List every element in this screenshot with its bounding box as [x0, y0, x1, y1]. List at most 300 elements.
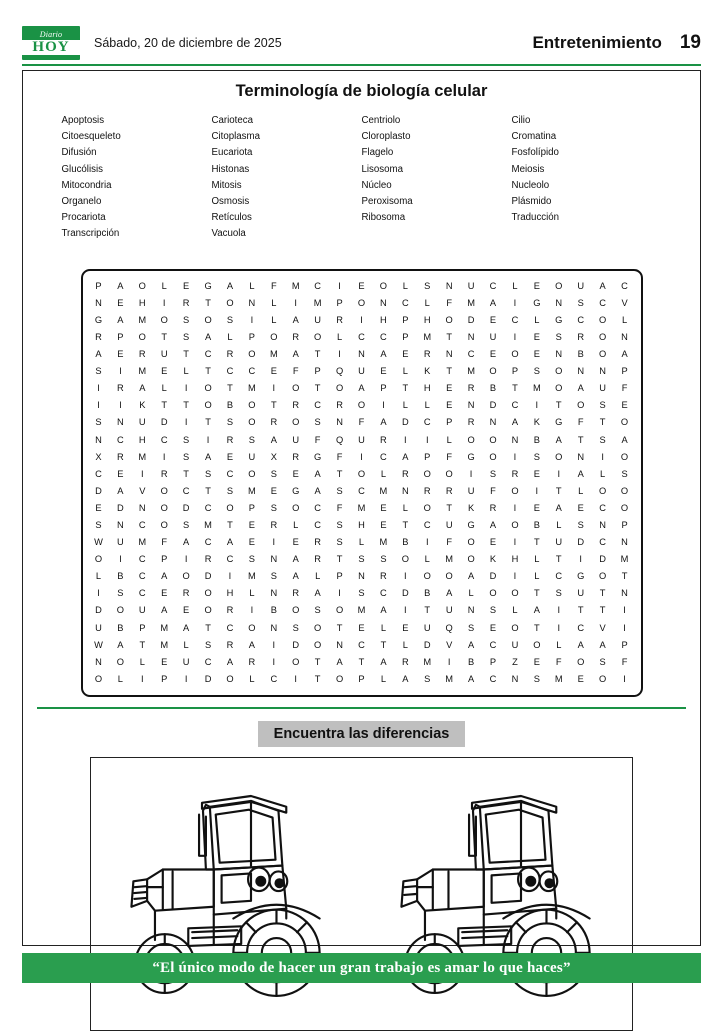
- grid-letter: E: [270, 366, 277, 377]
- grid-letter: S: [336, 537, 343, 548]
- grid-letter: O: [248, 417, 256, 428]
- grid-letter: S: [183, 314, 190, 325]
- grid-letter: O: [555, 383, 563, 394]
- grid-letter: U: [577, 588, 585, 599]
- grid-letter: A: [467, 639, 475, 650]
- grid-letter: O: [599, 485, 607, 496]
- grid-letter: M: [138, 366, 147, 377]
- grid-letter: H: [380, 314, 387, 325]
- grid-letter: T: [270, 400, 277, 411]
- grid-letter: P: [336, 571, 343, 582]
- grid-letter: E: [533, 280, 540, 291]
- grid-letter: D: [117, 502, 124, 513]
- grid-letter: I: [513, 502, 517, 513]
- grid-letter: S: [489, 468, 497, 479]
- grid-letter: O: [489, 434, 497, 445]
- grid-letter: F: [446, 297, 453, 308]
- grid-letter: O: [292, 417, 300, 428]
- grid-letter: O: [292, 383, 300, 394]
- grid-letter: M: [138, 537, 147, 548]
- grid-letter: V: [621, 297, 628, 308]
- grid-letter: P: [489, 656, 497, 667]
- grid-letter: O: [620, 451, 629, 462]
- grid-letter: O: [445, 468, 453, 479]
- wordsearch-word: Eucariota: [211, 147, 253, 159]
- grid-letter: C: [270, 673, 278, 684]
- grid-letter: E: [533, 468, 540, 479]
- wordsearch-word: Ribosoma: [361, 212, 406, 224]
- grid-letter: E: [533, 656, 540, 667]
- grid-letter: R: [380, 434, 387, 445]
- wordsearch-word: Procariota: [61, 212, 106, 224]
- grid-letter: A: [292, 571, 299, 582]
- grid-letter: O: [248, 622, 256, 633]
- grid-letter: E: [183, 280, 190, 291]
- grid-letter: S: [117, 588, 124, 599]
- grid-letter: T: [621, 571, 628, 582]
- grid-letter: D: [577, 537, 585, 548]
- grid-letter: C: [226, 622, 234, 633]
- grid-letter: T: [577, 605, 584, 616]
- grid-letter: I: [557, 468, 561, 479]
- grid-letter: T: [183, 400, 189, 411]
- grid-letter: S: [533, 451, 540, 462]
- wordsearch-word: Carioteca: [211, 115, 253, 126]
- grid-letter: P: [621, 366, 628, 377]
- grid-letter: T: [183, 349, 189, 360]
- grid-letter: L: [183, 366, 189, 377]
- grid-letter: D: [204, 673, 212, 684]
- grid-letter: H: [511, 554, 519, 565]
- grid-letter: N: [445, 280, 453, 291]
- grid-letter: C: [577, 314, 585, 325]
- grid-letter: T: [402, 383, 409, 394]
- grid-letter: F: [336, 502, 343, 513]
- grid-letter: S: [95, 520, 102, 530]
- grid-letter: T: [555, 400, 562, 411]
- grid-letter: R: [423, 349, 431, 360]
- grid-letter: M: [379, 485, 388, 496]
- grid-letter: S: [183, 331, 190, 342]
- grid-letter: N: [336, 417, 343, 428]
- grid-letter: U: [248, 451, 256, 462]
- grid-letter: A: [270, 434, 277, 445]
- grid-letter: I: [404, 605, 407, 616]
- grid-letter: L: [512, 280, 518, 291]
- grid-letter: L: [249, 588, 255, 599]
- grid-letter: F: [490, 485, 496, 496]
- grid-letter: Q: [335, 434, 344, 445]
- wordsearch-word: Apoptosis: [61, 115, 105, 126]
- grid-letter: C: [204, 502, 212, 513]
- grid-letter: F: [314, 434, 321, 445]
- grid-letter: S: [621, 468, 628, 479]
- grid-letter: P: [424, 451, 431, 462]
- grid-letter: G: [467, 520, 475, 530]
- grid-letter: A: [577, 468, 584, 479]
- grid-letter: I: [272, 656, 276, 667]
- grid-letter: G: [94, 314, 103, 325]
- grid-letter: I: [162, 297, 166, 308]
- grid-letter: T: [205, 366, 211, 377]
- grid-letter: A: [402, 451, 409, 462]
- grid-letter: E: [161, 588, 168, 599]
- grid-letter: A: [621, 349, 628, 360]
- grid-letter: I: [228, 571, 232, 582]
- grid-letter: N: [117, 520, 124, 530]
- grid-letter: H: [423, 383, 431, 394]
- grid-letter: L: [424, 554, 430, 565]
- grid-letter: R: [117, 383, 124, 394]
- grid-letter: L: [249, 673, 255, 684]
- wordsearch-word: Glucólisis: [61, 163, 103, 175]
- grid-letter: S: [95, 417, 102, 428]
- grid-letter: E: [489, 537, 497, 548]
- grid-letter: N: [248, 297, 256, 308]
- grid-letter: O: [138, 331, 146, 342]
- grid-letter: P: [248, 502, 255, 513]
- grid-letter: R: [423, 485, 431, 496]
- publication-date: Sábado, 20 de diciembre de 2025: [94, 36, 282, 50]
- grid-letter: I: [535, 400, 539, 411]
- grid-letter: A: [183, 537, 190, 548]
- grid-letter: N: [621, 537, 628, 548]
- grid-letter: I: [184, 417, 188, 428]
- grid-letter: R: [401, 468, 409, 479]
- grid-letter: I: [513, 571, 517, 582]
- grid-letter: F: [555, 656, 562, 667]
- grid-letter: E: [117, 468, 124, 479]
- grid-letter: H: [138, 434, 146, 445]
- grid-letter: F: [621, 656, 628, 667]
- wordsearch-word: Nucleolo: [511, 179, 550, 191]
- grid-letter: C: [204, 537, 212, 548]
- grid-letter: O: [94, 673, 103, 684]
- grid-letter: I: [404, 434, 407, 445]
- wordsearch-word: Plásmido: [511, 195, 552, 207]
- grid-letter: C: [577, 622, 585, 633]
- grid-letter: O: [116, 605, 124, 616]
- grid-letter: U: [577, 280, 585, 291]
- grid-letter: N: [270, 554, 278, 565]
- grid-letter: O: [160, 314, 168, 325]
- grid-letter: I: [140, 673, 144, 684]
- grid-letter: S: [248, 434, 255, 445]
- grid-letter: T: [314, 349, 321, 360]
- grid-letter: I: [557, 622, 561, 633]
- grid-letter: S: [424, 673, 431, 684]
- grid-letter: W: [94, 537, 103, 548]
- grid-letter: C: [489, 280, 497, 291]
- grid-letter: K: [467, 502, 475, 513]
- page-header: [22, 22, 701, 64]
- grid-letter: I: [338, 349, 341, 360]
- grid-letter: P: [402, 331, 409, 342]
- grid-letter: S: [555, 331, 562, 342]
- grid-letter: I: [119, 400, 122, 411]
- grid-letter: A: [489, 297, 497, 308]
- grid-letter: O: [489, 588, 497, 599]
- grid-letter: O: [292, 656, 300, 667]
- grid-letter: T: [599, 417, 606, 428]
- grid-letter: P: [402, 314, 409, 325]
- grid-letter: T: [534, 622, 540, 633]
- grid-letter: N: [336, 639, 343, 650]
- grid-letter: S: [226, 417, 234, 428]
- grid-letter: C: [248, 366, 256, 377]
- header-divider: [22, 64, 701, 66]
- grid-letter: E: [489, 349, 497, 360]
- grid-letter: O: [226, 297, 234, 308]
- grid-letter: L: [336, 331, 343, 342]
- grid-letter: N: [621, 331, 628, 342]
- grid-letter: O: [94, 554, 103, 565]
- grid-letter: R: [489, 502, 497, 513]
- grid-letter: S: [467, 622, 475, 633]
- grid-letter: R: [445, 485, 453, 496]
- grid-letter: L: [380, 468, 386, 479]
- grid-letter: A: [336, 656, 343, 667]
- grid-letter: I: [535, 485, 539, 496]
- grid-letter: O: [116, 656, 124, 667]
- grid-letter: T: [205, 417, 211, 428]
- grid-letter: O: [467, 537, 475, 548]
- grid-letter: L: [117, 673, 123, 684]
- grid-letter: U: [160, 349, 168, 360]
- grid-letter: C: [511, 400, 519, 411]
- grid-letter: E: [292, 537, 299, 548]
- grid-letter: T: [446, 502, 453, 513]
- grid-letter: O: [577, 656, 585, 667]
- grid-letter: C: [358, 331, 365, 342]
- grid-letter: N: [511, 673, 519, 684]
- grid-letter: E: [270, 485, 277, 496]
- grid-letter: R: [511, 468, 519, 479]
- grid-letter: L: [402, 639, 408, 650]
- grid-letter: I: [162, 451, 166, 462]
- grid-letter: O: [357, 468, 366, 479]
- grid-letter: S: [336, 520, 343, 530]
- grid-letter: F: [446, 451, 453, 462]
- grid-letter: R: [270, 417, 278, 428]
- grid-letter: E: [380, 520, 387, 530]
- wordsearch-grid-container: [81, 269, 643, 697]
- grid-letter: U: [314, 314, 321, 325]
- grid-letter: I: [184, 383, 188, 394]
- wordsearch-word-empty: [512, 226, 662, 242]
- grid-letter: A: [380, 417, 387, 428]
- grid-letter: O: [314, 622, 322, 633]
- grid-letter: O: [248, 400, 256, 411]
- grid-letter: A: [314, 468, 321, 479]
- grid-letter: S: [183, 434, 190, 445]
- grid-letter: L: [402, 366, 408, 377]
- grid-letter: O: [599, 349, 607, 360]
- grid-letter: P: [358, 673, 365, 684]
- grid-letter: S: [204, 468, 212, 479]
- grid-letter: H: [423, 314, 431, 325]
- grid-letter: O: [204, 383, 212, 394]
- grid-letter: I: [425, 434, 429, 445]
- grid-letter: U: [511, 639, 519, 650]
- grid-letter: M: [138, 451, 147, 462]
- wordsearch-word: Vacuola: [211, 228, 246, 240]
- grid-letter: O: [511, 520, 519, 530]
- grid-letter: S: [599, 434, 606, 445]
- grid-letter: D: [401, 588, 409, 599]
- wordsearch-word: Mitocondria: [61, 179, 112, 191]
- grid-letter: T: [446, 366, 453, 377]
- grid-letter: C: [182, 485, 190, 496]
- grid-letter: T: [227, 520, 233, 530]
- grid-letter: R: [467, 417, 475, 428]
- grid-letter: B: [467, 656, 475, 667]
- grid-letter: T: [402, 520, 409, 530]
- grid-letter: O: [511, 349, 519, 360]
- grid-letter: M: [467, 366, 475, 377]
- grid-letter: C: [95, 468, 102, 479]
- grid-letter: U: [138, 417, 146, 428]
- wordsearch-word: Citoesqueleto: [61, 131, 121, 143]
- grid-letter: O: [204, 400, 212, 411]
- grid-letter: M: [423, 331, 432, 342]
- grid-letter: I: [404, 571, 407, 582]
- grid-letter: A: [117, 314, 124, 325]
- grid-letter: C: [380, 588, 387, 599]
- wordsearch-word: Flagelo: [361, 147, 394, 159]
- grid-letter: I: [513, 537, 517, 548]
- grid-letter: C: [226, 554, 234, 565]
- wordsearch-word: Mitosis: [211, 179, 242, 191]
- grid-letter: L: [380, 673, 386, 684]
- grid-letter: O: [445, 571, 453, 582]
- grid-letter: I: [447, 656, 451, 667]
- grid-letter: I: [250, 314, 254, 325]
- wordsearch-word-empty: [512, 243, 662, 259]
- grid-letter: L: [578, 485, 584, 496]
- grid-letter: U: [423, 622, 431, 633]
- grid-letter: T: [161, 331, 168, 342]
- grid-letter: S: [555, 588, 562, 599]
- grid-letter: T: [577, 434, 584, 445]
- grid-letter: U: [599, 383, 606, 394]
- grid-letter: O: [138, 280, 146, 291]
- wordsearch-word: Meiosis: [511, 163, 545, 175]
- grid-letter: A: [117, 485, 124, 496]
- grid-letter: B: [533, 434, 540, 445]
- grid-letter: S: [533, 673, 540, 684]
- grid-letter: O: [467, 434, 475, 445]
- grid-letter: L: [534, 554, 540, 565]
- grid-letter: D: [599, 554, 606, 565]
- grid-letter: A: [511, 417, 519, 428]
- grid-letter: E: [95, 502, 102, 513]
- grid-letter: A: [555, 434, 562, 445]
- grid-letter: M: [423, 656, 432, 667]
- grid-letter: L: [534, 314, 540, 325]
- grid-letter: S: [358, 588, 365, 599]
- grid-letter: I: [360, 451, 363, 462]
- wordsearch-word-list: [62, 113, 662, 259]
- grid-letter: I: [557, 605, 561, 616]
- grid-letter: A: [402, 673, 409, 684]
- grid-letter: L: [271, 314, 277, 325]
- grid-letter: T: [205, 485, 211, 496]
- grid-letter: E: [577, 673, 584, 684]
- grid-letter: E: [577, 502, 584, 513]
- grid-letter: L: [621, 314, 628, 325]
- grid-letter: N: [467, 605, 475, 616]
- grid-letter: C: [358, 485, 365, 496]
- grid-letter: G: [577, 571, 585, 582]
- grid-letter: U: [555, 537, 563, 548]
- grid-letter: O: [248, 349, 256, 360]
- grid-letter: C: [138, 554, 146, 565]
- grid-letter: R: [401, 656, 409, 667]
- grid-letter: P: [336, 297, 343, 308]
- grid-letter: O: [270, 331, 278, 342]
- grid-letter: S: [270, 468, 277, 479]
- grid-letter: O: [248, 468, 256, 479]
- grid-letter: G: [555, 314, 563, 325]
- grid-letter: I: [623, 622, 626, 633]
- grid-letter: O: [204, 314, 212, 325]
- grid-letter: E: [161, 366, 168, 377]
- grid-letter: O: [226, 502, 234, 513]
- wordsearch-word: Difusión: [61, 147, 97, 159]
- grid-letter: M: [269, 349, 278, 360]
- grid-letter: L: [468, 588, 474, 599]
- grid-letter: O: [489, 366, 497, 377]
- grid-letter: C: [138, 588, 146, 599]
- wordsearch-word: Transcripción: [61, 228, 120, 240]
- grid-letter: O: [335, 673, 344, 684]
- grid-letter: O: [511, 485, 519, 496]
- grid-letter: H: [358, 520, 365, 530]
- grid-letter: O: [511, 588, 519, 599]
- grid-letter: N: [489, 417, 497, 428]
- grid-letter: N: [270, 588, 278, 599]
- diario-hoy-logo: [22, 26, 80, 60]
- grid-letter: F: [336, 451, 343, 462]
- grid-letter: L: [293, 520, 299, 530]
- header-right-group: [532, 32, 701, 54]
- grid-letter: D: [489, 400, 497, 411]
- grid-letter: A: [621, 434, 628, 445]
- grid-letter: O: [423, 502, 431, 513]
- grid-letter: O: [160, 485, 168, 496]
- grid-letter: C: [423, 417, 431, 428]
- grid-letter: I: [360, 314, 363, 325]
- grid-letter: C: [358, 639, 365, 650]
- grid-letter: R: [117, 451, 124, 462]
- grid-letter: B: [402, 537, 409, 548]
- grid-letter: C: [226, 468, 234, 479]
- grid-letter: C: [511, 314, 519, 325]
- grid-letter: R: [292, 331, 300, 342]
- grid-letter: M: [445, 673, 454, 684]
- grid-letter: T: [161, 400, 168, 411]
- grid-letter: T: [555, 554, 562, 565]
- grid-letter: O: [511, 622, 519, 633]
- wordsearch-word: Lisosoma: [361, 163, 403, 175]
- grid-letter: O: [314, 639, 322, 650]
- grid-letter: N: [380, 297, 387, 308]
- grid-letter: A: [161, 605, 168, 616]
- wordsearch-word-empty: [62, 243, 212, 259]
- grid-letter: O: [599, 331, 607, 342]
- grid-letter: N: [599, 520, 606, 530]
